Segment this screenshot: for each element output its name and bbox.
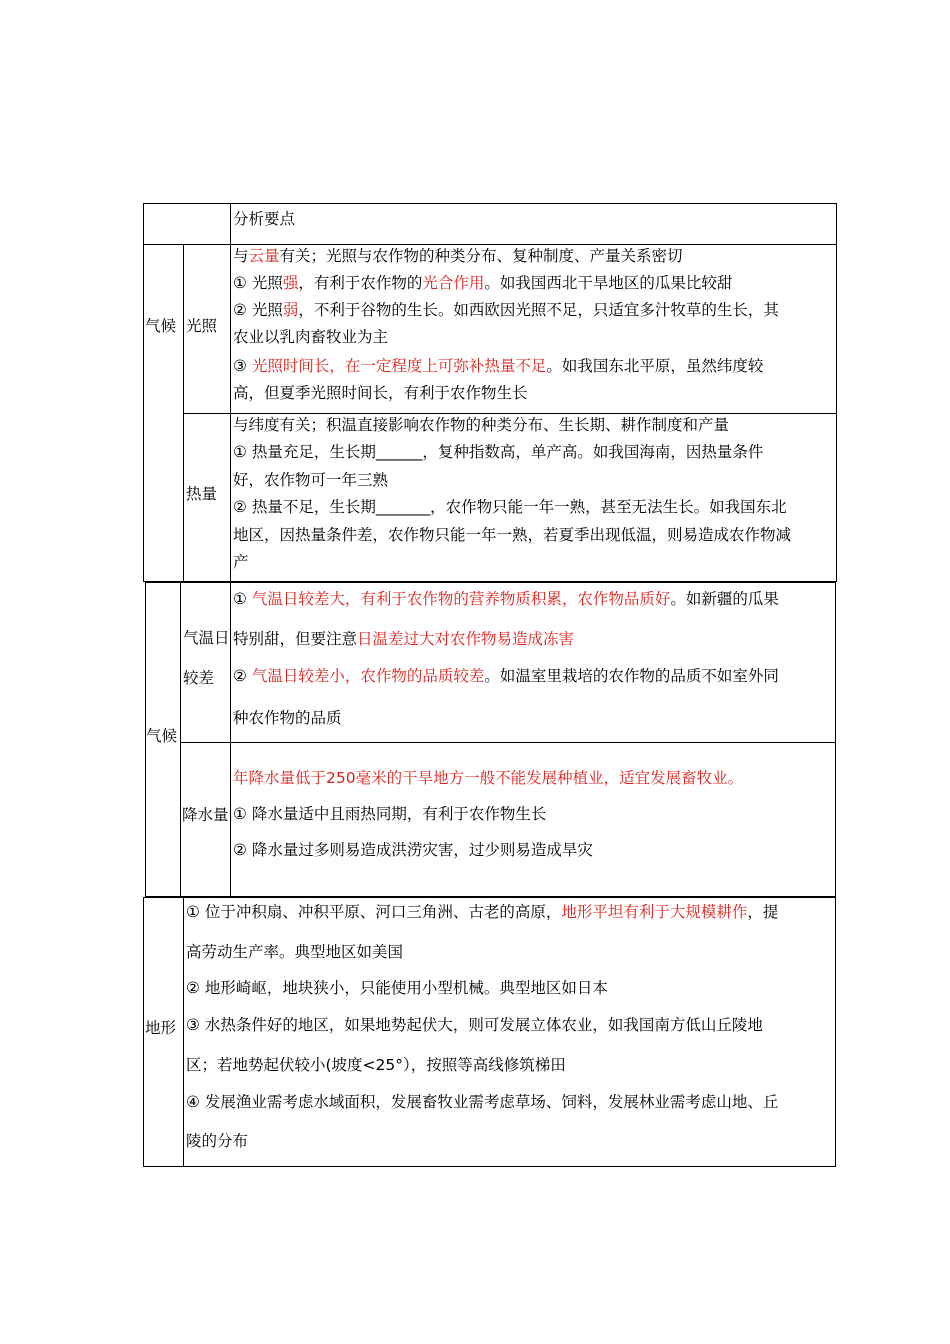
terrain-line-4: ③ 水热条件好的地区，如果地势起伏大，则可发展立体农业，如我国南方低山丘陵地 (186, 1016, 763, 1034)
precip-line-2: ① 降水量适中且雨热同期，有利于农作物生长 (233, 805, 547, 823)
table-1-header-divider (143, 244, 837, 245)
precip-line-3: ② 降水量过多则易造成洪涝灾害，过少则易造成旱灾 (233, 841, 593, 859)
light-line-4: 农业以乳肉畜牧业为主 (233, 328, 389, 346)
climate-label-2: 气候 (146, 727, 178, 745)
diurnal-line-4: 种农作物的品质 (233, 709, 342, 727)
table-3-col-divider (183, 897, 184, 1167)
heat-line-3: 好，农作物可一年三熟 (233, 471, 389, 489)
terrain-line-6: ④ 发展渔业需考虑水域面积，发展畜牧业需考虑草场、饲料，发展林业需考虑山地、丘 (186, 1093, 779, 1111)
table-1-header-cell: 分析要点 (233, 210, 296, 228)
table-1-row-divider (183, 413, 837, 414)
terrain-line-7: 陵的分布 (186, 1132, 249, 1150)
diurnal-line-3: ② 气温日较差小，农作物的品质较差。如温室里栽培的农作物的品质不如室外同 (233, 667, 779, 685)
heat-line-1: 与纬度有关；积温直接影响农作物的种类分布、生长期、耕作制度和产量 (233, 416, 730, 434)
table-2-col-divider-a (180, 582, 181, 897)
light-line-5: ③ 光照时间长，在一定程度上可弥补热量不足。如我国东北平原，虽然纬度较 (233, 357, 764, 375)
diurnal-label-1: 气温日 (183, 629, 230, 647)
terrain-line-3: ② 地形崎岖，地块狭小，只能使用小型机械。典型地区如日本 (186, 979, 608, 997)
precip-line-1: 年降水量低于250毫米的干旱地方一般不能发展种植业，适宜发展畜牧业。 (233, 769, 744, 787)
light-line-3: ② 光照弱，不利于谷物的生长。如西欧因光照不足，只适宜多汁牧草的生长，其 (233, 301, 779, 319)
terrain-line-1: ① 位于冲积扇、冲积平原、河口三角洲、古老的高原，地形平坦有利于大规模耕作，提 (186, 903, 779, 921)
heat-label: 热量 (186, 485, 218, 503)
table-1-col-divider-b (230, 203, 231, 582)
table-2-col-divider-b (230, 582, 231, 897)
climate-label: 气候 (145, 317, 177, 335)
heat-line-5: 地区，因热量条件差，农作物只能一年一熟，若夏季出现低温，则易造成农作物减 (233, 526, 792, 544)
diurnal-line-1: ① 气温日较差大，有利于农作物的营养物质积累，农作物品质好。如新疆的瓜果 (233, 590, 779, 608)
precip-label: 降水量 (182, 806, 229, 824)
terrain-line-5: 区；若地势起伏较小(坡度<25°），按照等高线修筑梯田 (186, 1056, 566, 1074)
table-2-row-divider (180, 742, 836, 743)
terrain-line-2: 高劳动生产率。典型地区如美国 (186, 943, 404, 961)
table-1-col-divider-a (183, 244, 184, 582)
diurnal-line-2: 特别甜，但要注意日温差过大对农作物易造成冻害 (233, 630, 575, 648)
light-label: 光照 (186, 317, 218, 335)
light-line-6: 高，但夏季光照时间长，有利于农作物生长 (233, 384, 528, 402)
light-line-2: ① 光照强，有利于农作物的光合作用。如我国西北干旱地区的瓜果比较甜 (233, 274, 733, 292)
heat-line-2: ① 热量充足，生长期______，复种指数高，单产高。如我国海南，因热量条件 (233, 443, 764, 461)
diurnal-label-2: 较差 (183, 669, 215, 687)
light-line-1: 与云量有关；光照与农作物的种类分布、复种制度、产量关系密切 (233, 247, 683, 265)
terrain-label: 地形 (145, 1019, 177, 1037)
heat-line-6: 产 (233, 553, 249, 571)
heat-line-4: ② 热量不足，生长期_______，农作物只能一年一熟，甚至无法生长。如我国东北 (233, 498, 787, 516)
